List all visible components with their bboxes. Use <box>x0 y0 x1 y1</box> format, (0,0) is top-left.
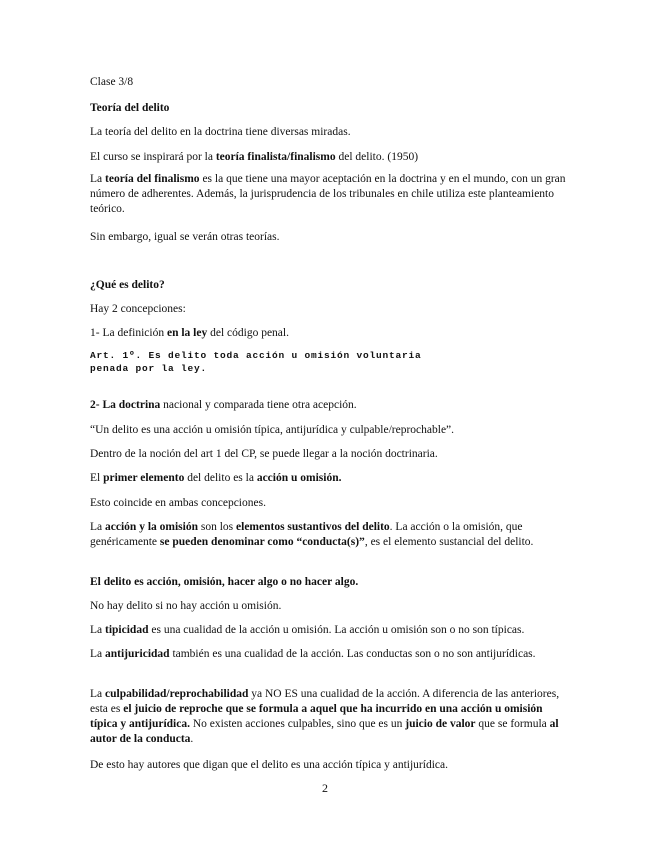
bold-text: acción u omisión. <box>256 472 342 484</box>
text-run: La teoría del delito en la doctrina tiene diversas miradas. <box>90 126 351 138</box>
text-run: “Un delito es una acción u omisión típica, antijurídica y culpable/reprochable”. <box>90 424 455 436</box>
text-run: Sin embargo, igual se verán otras teorías. <box>90 231 280 243</box>
text-run: La <box>90 648 106 660</box>
bold-text: La doctrina <box>102 399 161 411</box>
text-run: 1- La definición <box>90 327 167 339</box>
page-number: 2 <box>322 781 328 795</box>
text-run: Art. 1º. Es delito toda acción u omisión voluntaria penada por la ley. <box>90 350 422 374</box>
bold-text: culpabilidad/reprochabilidad <box>105 688 249 700</box>
paragraph <box>90 687 568 747</box>
text-run: No existen acciones culpables, sino que es un <box>190 718 406 730</box>
bold-text: el juicio de reproche que se formula a aquel que ha incurrido en una acción u omisión típica y antijurídica. <box>90 703 543 730</box>
paragraph <box>90 520 568 550</box>
text-run: son los <box>197 521 237 533</box>
text-run: La <box>90 521 106 533</box>
text-run: del código penal. <box>207 327 289 339</box>
bold-text: antijuricidad <box>105 648 170 660</box>
paragraph <box>90 125 568 140</box>
text-run: Esto coincide en ambas concepciones. <box>90 497 266 509</box>
text-run: Hay 2 concepciones: <box>90 303 186 315</box>
text-run: es una cualidad de la acción u omisión. La acción u omisión son o no son típicas. <box>148 624 525 636</box>
paragraph <box>90 302 568 317</box>
paragraph <box>90 75 568 90</box>
bold-text: al autor de la conducta <box>90 718 559 745</box>
paragraph <box>90 172 568 217</box>
text-run: La <box>90 688 106 700</box>
paragraph <box>90 599 568 614</box>
bold-text: en la ley <box>166 327 208 339</box>
bold-text: Teoría del delito <box>90 102 170 114</box>
text-run: El curso se inspirará por la <box>90 151 216 163</box>
text-run: . La acción o la omisión, que genéricamente <box>90 521 523 548</box>
bold-text: El delito es acción, omisión, hacer algo o no hacer algo. <box>90 576 359 588</box>
bold-text: primer elemento <box>103 472 185 484</box>
paragraph <box>90 447 568 462</box>
text-run: es la que tiene una mayor aceptación en la doctrina y en el mundo, con un gran número de adherentes. Además, la jurisprudencia de los tribunales en chile utiliza este planteamiento teórico. <box>90 173 566 215</box>
bold-text: teoría del finalismo <box>105 173 200 185</box>
bold-text: ¿Qué es delito? <box>90 279 165 291</box>
paragraph <box>90 230 568 245</box>
text-run: Clase 3/8 <box>90 76 134 88</box>
text-run: No hay delito si no hay acción u omisión. <box>90 600 282 612</box>
bold-text: tipicidad <box>105 624 149 636</box>
paragraph <box>90 496 568 511</box>
text-run: La <box>90 624 106 636</box>
paragraph <box>90 471 568 486</box>
text-run: del delito. (1950) <box>335 151 419 163</box>
text-run: nacional y comparada tiene otra acepción. <box>160 399 357 411</box>
text-run: ya NO ES una cualidad de la acción. A diferencia de las anteriores, esta es <box>90 688 560 715</box>
paragraph <box>90 398 568 413</box>
paragraph <box>90 623 568 638</box>
text-run: también es una cualidad de la acción. Las conductas son o no son antijurídicas. <box>169 648 536 660</box>
bold-text: acción y la omisión <box>105 521 198 533</box>
text-run: del delito es la <box>184 472 257 484</box>
bold-text: 2- <box>90 399 103 411</box>
text-run: que se formula <box>475 718 550 730</box>
text-run: . <box>190 733 194 745</box>
paragraph <box>90 575 568 590</box>
paragraph <box>90 423 568 438</box>
paragraph <box>90 647 568 662</box>
bold-text: juicio de valor <box>405 718 476 730</box>
text-run: De esto hay autores que digan que el delito es una acción típica y antijurídica. <box>90 759 448 771</box>
paragraph <box>90 349 568 375</box>
paragraph <box>90 758 568 773</box>
text-run: El <box>90 472 104 484</box>
bold-text: elementos sustantivos del delito <box>236 521 390 533</box>
paragraph <box>90 150 568 165</box>
bold-text: teoría finalista/finalismo <box>215 151 336 163</box>
paragraph <box>90 326 568 341</box>
paragraph <box>90 101 568 116</box>
text-run: Dentro de la noción del art 1 del CP, se puede llegar a la noción doctrinaria. <box>90 448 438 460</box>
bold-text: se pueden denominar como “conducta(s)” <box>159 536 365 548</box>
text-run: La <box>90 173 106 185</box>
paragraph <box>90 278 568 293</box>
text-run: , es el elemento sustancial del delito. <box>364 536 534 548</box>
